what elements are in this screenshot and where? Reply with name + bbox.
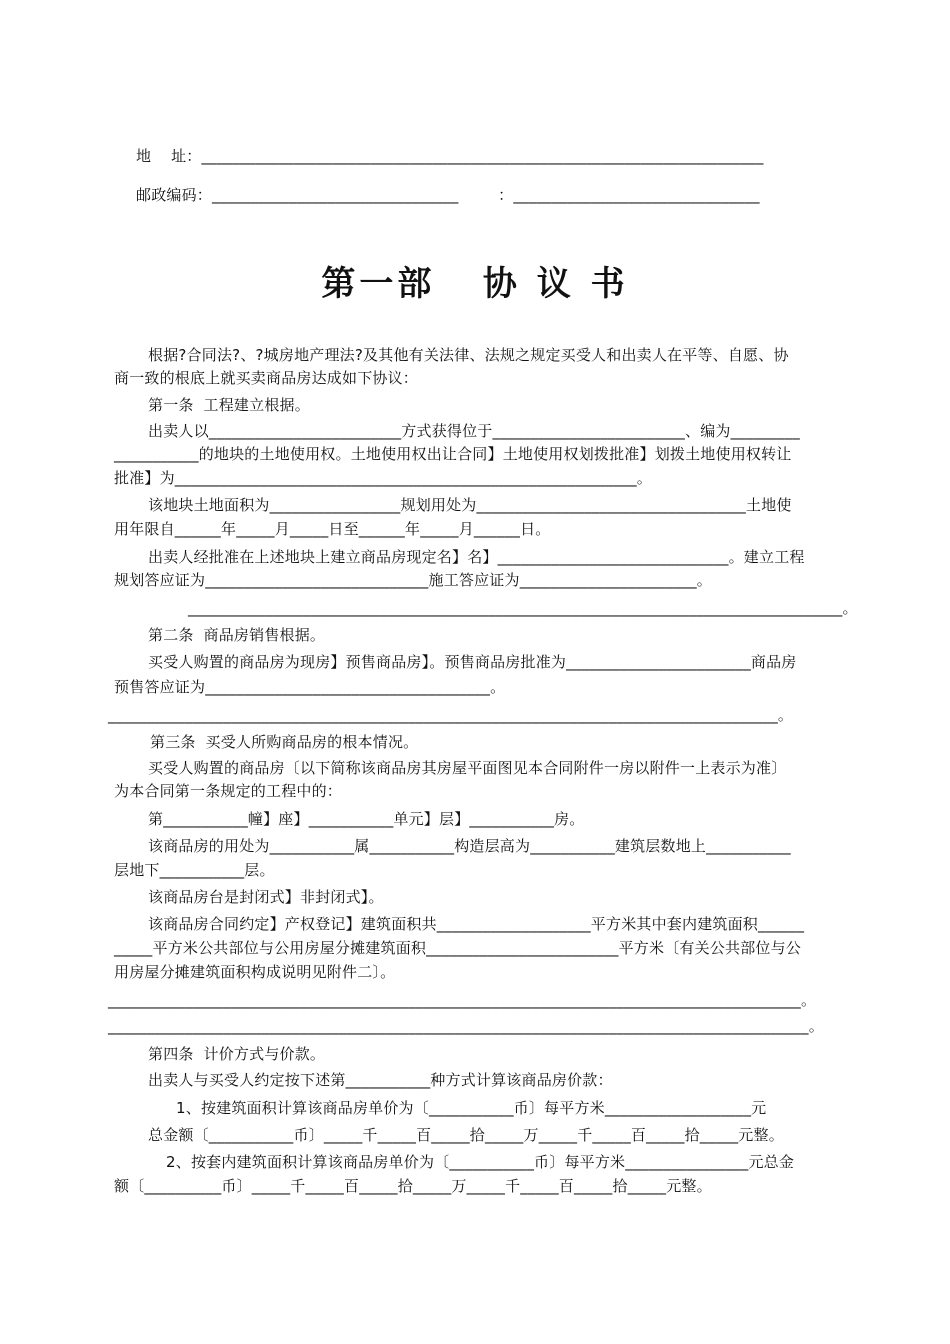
body-line: 用房屋分摊建筑面积构成说明见附件二〕。: [114, 963, 396, 981]
body-line: 买受人购置的商品房为现房】预售商品房】。预售商品房批准为________________________商品房: [148, 653, 797, 671]
body-line: 规划答应证为_____________________________施工答应证为_______________________。: [114, 571, 713, 589]
body-line: 用年限自______年_____月_____日至______年_____月______日。: [114, 520, 551, 538]
body-line: ___________的地块的土地使用权。土地使用权出让合同】土地使用权划拨批准】划拨土地使用权转让: [114, 445, 792, 463]
article-heading: 第一条 工程建立根据。: [148, 396, 310, 414]
body-line: 额〔__________币〕_____千_____百_____拾_____万_____千_____百_____拾_____元整。: [114, 1177, 712, 1195]
body-line: 为本合同第一条规定的工程中的：: [114, 782, 343, 800]
page-title: 第一部 协 议 书: [321, 264, 629, 304]
address-line: 地 址：_________________________________________________________________________: [136, 147, 764, 165]
body-line: 总金额〔___________币〕_____千_____百_____拾_____万_____千_____百_____拾_____元整。: [148, 1126, 784, 1144]
body-line: 该商品房的用处为___________属___________构造层高为___________建筑层数地上___________: [148, 837, 791, 855]
article-heading: 第三条 买受人所购商品房的根本情况。: [150, 733, 419, 751]
body-line: 根据?合同法?、?城房地产理法?及其他有关法律、法规之规定买受人和出卖人在平等、自愿、协: [148, 346, 789, 364]
body-line: 2、按套内建筑面积计算该商品房单价为〔___________币〕每平方米________________元总金: [166, 1153, 795, 1171]
body-line: 买受人购置的商品房〔以下简称该商品房其房屋平面图见本合同附件一房以附件一上表示为准〕: [148, 759, 787, 777]
article-heading: 第二条 商品房销售根据。: [148, 626, 326, 644]
blank-line: ___________________________________________________________________________________________。: [108, 1017, 824, 1035]
body-line: 该地块土地面积为_________________规划用处为___________________________________土地使: [148, 496, 792, 514]
body-line: 该商品房台是封闭式】非封闭式】。: [148, 888, 384, 906]
body-line: 该商品房合同约定】产权登记】建筑面积共____________________平方米其中套内建筑面积______: [148, 915, 805, 933]
body-line: 出卖人以_________________________方式获得位于_________________________、编为_________: [148, 422, 800, 440]
body-line: 1、按建筑面积计算该商品房单价为〔___________币〕每平方米___________________元: [176, 1099, 767, 1117]
postal-code-line: 邮政编码：________________________________ ：________________________________: [136, 186, 760, 204]
body-line: 第___________幢】座】___________单元】层】___________房。: [148, 810, 585, 828]
body-line: _____平方米公共部位与公用房屋分摊建筑面积_________________________平方米〔有关公共部位与公: [114, 939, 802, 957]
blank-line: _______________________________________________________________________________________。: [108, 706, 794, 724]
body-line: 预售答应证为_____________________________________。: [114, 678, 506, 696]
article-heading: 第四条 计价方式与价款。: [148, 1045, 326, 1063]
body-line: 商一致的根底上就买卖商品房达成如下协议：: [114, 369, 419, 387]
body-line: 出卖人与买受人约定按下述第___________种方式计算该商品房价款：: [148, 1071, 613, 1089]
body-line: 批准】为____________________________________________________________。: [114, 469, 653, 487]
body-line: 出卖人经批准在上述地块上建立商品房现定名】名】______________________________。建立工程: [148, 548, 805, 566]
body-line: 层地下___________层。: [114, 861, 275, 879]
blank-line: _____________________________________________________________________________________。: [188, 599, 858, 617]
blank-line: __________________________________________________________________________________________。: [108, 991, 817, 1009]
